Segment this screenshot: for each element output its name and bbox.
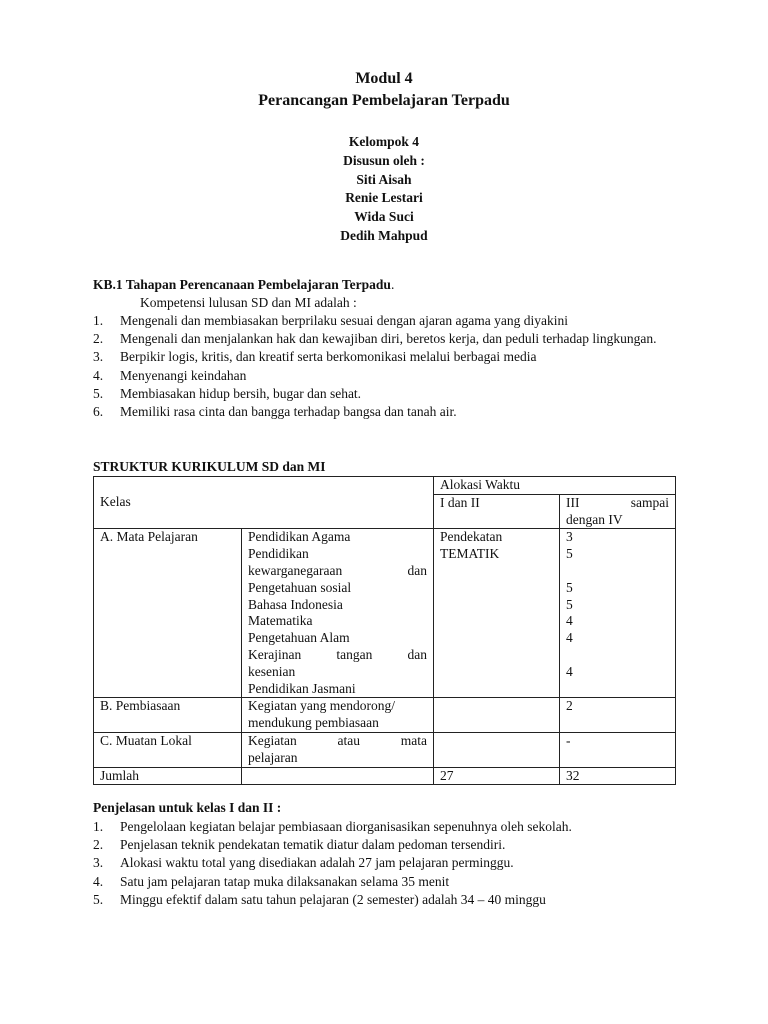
subject: Bahasa Indonesia (248, 596, 343, 612)
list-number: 1. (93, 313, 104, 328)
desc-word: atau (337, 732, 360, 748)
col-header-2 (560, 494, 676, 529)
total-value: 32 (560, 767, 676, 785)
list-number: 2. (93, 331, 104, 347)
list-item (93, 854, 675, 872)
table-row (94, 529, 676, 698)
list-text: Menyenangi keindahan (120, 367, 247, 383)
list-item (93, 367, 675, 385)
subject: kesenian (248, 663, 296, 679)
list-item (93, 818, 675, 836)
hours-value: 5 (566, 596, 573, 612)
group-line: Kelompok 4 (348, 134, 420, 149)
kelas-header: Kelas (94, 477, 434, 529)
list-text: Memiliki rasa cinta dan bangga terhadap bangsa dan tanah air. (120, 404, 457, 420)
subject: kewarganegaraan (248, 562, 343, 578)
explanation-list (93, 818, 675, 909)
list-number: 3. (93, 855, 104, 871)
hours-value: 3 (566, 529, 573, 545)
desc-line: pelajaran (248, 749, 298, 765)
subject-list (242, 529, 434, 698)
list-number: 4. (93, 873, 104, 889)
col-header-2-part: III (566, 494, 580, 510)
table-row (94, 477, 676, 495)
list-number: 6. (93, 404, 104, 420)
row-label: C. Muatan Lokal (94, 732, 242, 767)
list-number: 4. (93, 367, 104, 383)
subject: Pengetahuan Alam (248, 630, 350, 646)
empty-cell (434, 732, 560, 767)
table-row (94, 732, 676, 767)
subject: Pendidikan (248, 546, 309, 562)
list-text: Mengenali dan menjalankan hak dan kewajiban diri, beretos kerja, dan peduli terhadap lingkungan. (120, 331, 657, 347)
hours-value: 5 (566, 546, 573, 562)
subject: Pendidikan Agama (248, 529, 351, 545)
list-text: Satu jam pelajaran tatap muka dilaksanakan selama 35 menit (120, 873, 450, 889)
list-number: 3. (93, 349, 104, 365)
row-desc (242, 732, 434, 767)
hours-value: 4 (566, 613, 573, 629)
kb-heading-period: . (390, 277, 395, 292)
kb-heading-text: KB.1 Tahapan Perencanaan Pembelajaran Terpadu (93, 277, 391, 292)
list-text: Alokasi waktu total yang disediakan adalah 27 jam pelajaran perminggu. (120, 855, 514, 871)
subject: dan (407, 646, 427, 662)
subject: Kerajinan (248, 646, 302, 662)
kb-intro: Kompetensi lulusan SD dan MI adalah : (140, 295, 357, 310)
desc-line: mendukung pembiasaan (248, 715, 379, 731)
alokasi-header: Alokasi Waktu (434, 477, 676, 495)
list-item (93, 312, 675, 330)
subject: tangan (336, 646, 373, 662)
total-value: 27 (434, 767, 560, 785)
list-item (93, 873, 675, 891)
desc-line: Kegiatan yang mendorong/ (248, 698, 395, 714)
hours-cell (560, 529, 676, 698)
hours-value: 4 (566, 663, 573, 679)
hours-value: - (560, 732, 676, 767)
subject: Matematika (248, 613, 313, 629)
hours-value (566, 563, 669, 580)
desc-word: mata (400, 732, 427, 748)
empty-cell (242, 767, 434, 785)
group-line: Disusun oleh : (343, 152, 425, 168)
list-item (93, 403, 675, 421)
row-label: Jumlah (94, 767, 242, 785)
curriculum-table (93, 476, 676, 785)
subject: Pendidikan Jasmani (248, 680, 356, 696)
row-desc (242, 698, 434, 733)
hours-value: 2 (560, 698, 676, 733)
hours-value: 4 (566, 630, 573, 646)
row-label: A. Mata Pelajaran (94, 529, 242, 698)
group-member: Wida Suci (354, 209, 414, 225)
list-item (93, 836, 675, 854)
approach-text: Pendekatan (440, 529, 503, 545)
list-text: Pengelolaan kegiatan belajar pembiasaan diorganisasikan sepenuhnya oleh sekolah. (120, 819, 572, 834)
list-item (93, 891, 675, 909)
list-text: Membiasakan hidup bersih, bugar dan sehat. (120, 385, 362, 401)
subject: Pengetahuan sosial (248, 579, 352, 595)
list-number: 5. (93, 385, 104, 401)
group-info (0, 133, 768, 246)
col-header-1: I dan II (434, 494, 560, 529)
list-number: 1. (93, 819, 104, 834)
list-item (93, 330, 675, 348)
list-item (93, 385, 675, 403)
empty-cell (434, 698, 560, 733)
list-text: Minggu efektif dalam satu tahun pelajaran (2 semester) adalah 34 – 40 minggu (120, 891, 546, 907)
table-row (94, 767, 676, 785)
list-text: Penjelasan teknik pendekatan tematik diatur dalam pedoman tersendiri. (120, 837, 506, 853)
table-row (94, 698, 676, 733)
approach-text: TEMATIK (440, 546, 500, 562)
explanation-heading: Penjelasan untuk kelas I dan II : (93, 800, 282, 815)
col-header-2-part: sampai (630, 494, 669, 510)
structure-heading: STRUKTUR KURIKULUM SD dan MI (93, 459, 326, 474)
kb-heading (93, 277, 675, 293)
list-number: 5. (93, 891, 104, 907)
hours-value: 5 (566, 579, 573, 595)
col-header-2-part: dengan IV (566, 511, 623, 527)
page-title: Modul 4 (355, 70, 413, 87)
desc-word: Kegiatan (248, 732, 297, 748)
group-member: Dedih Mahpud (340, 227, 428, 243)
approach-cell (434, 529, 560, 698)
list-item (93, 348, 675, 366)
list-text: Mengenali dan membiasakan berprilaku sesuai dengan ajaran agama yang diyakini (120, 313, 568, 328)
list-number: 2. (93, 837, 104, 853)
row-label: B. Pembiasaan (94, 698, 242, 733)
list-text: Berpikir logis, kritis, dan kreatif serta berkomonikasi melalui berbagai media (120, 349, 537, 365)
competency-list (93, 312, 675, 421)
subject: dan (407, 562, 427, 578)
page-subtitle: Perancangan Pembelajaran Terpadu (258, 92, 510, 109)
group-member: Renie Lestari (345, 190, 423, 206)
hours-value (566, 647, 669, 664)
group-member: Siti Aisah (356, 171, 412, 187)
